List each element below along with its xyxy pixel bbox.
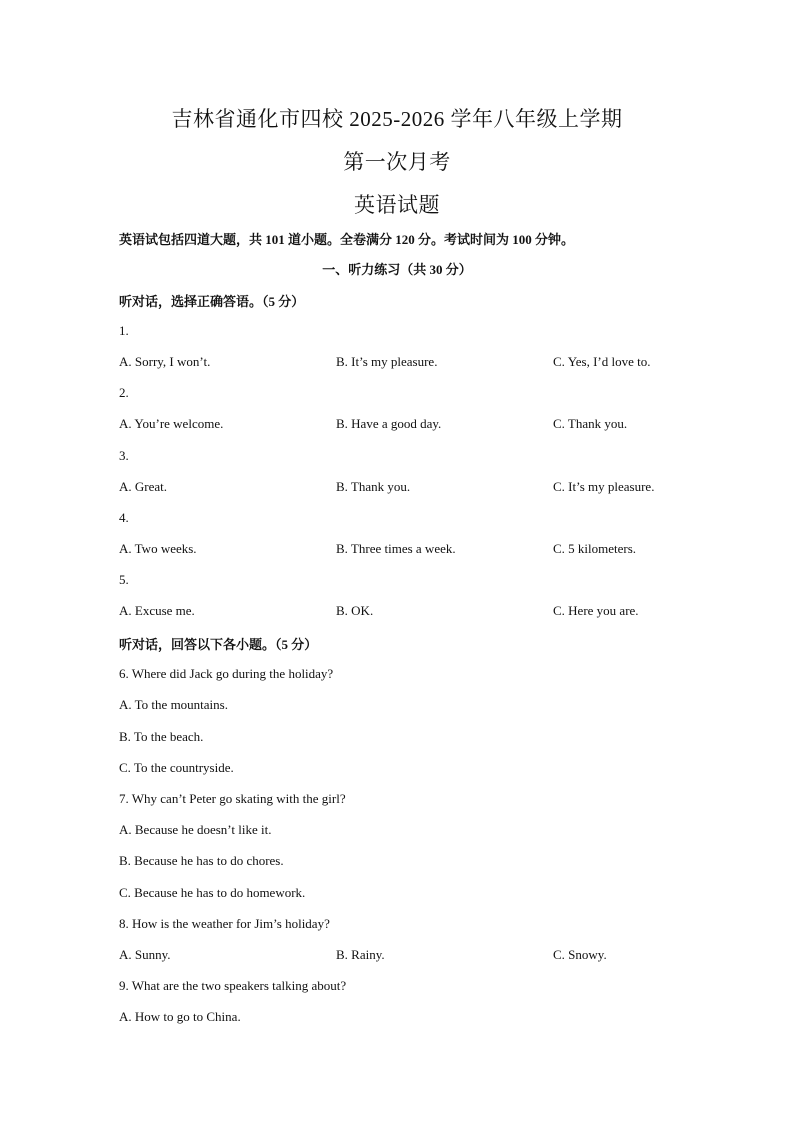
option-b: B. To the beach.	[119, 729, 204, 744]
option-b: B. Because he has to do chores.	[119, 853, 284, 868]
option-b: B. OK.	[336, 603, 374, 618]
option-a: A. Great.	[119, 479, 168, 494]
option-a: A. Two weeks.	[119, 541, 197, 556]
question-stem: 6. Where did Jack go during the holiday?	[119, 666, 334, 681]
question-number: 3.	[119, 448, 129, 463]
exam-subtitle: 第一次月考	[343, 150, 451, 174]
option-a: A. How to go to China.	[119, 1009, 241, 1024]
exam-subject: 英语试题	[354, 193, 440, 217]
options-row	[119, 479, 719, 497]
part2-instruction: 听对话，回答以下各小题。（5 分）	[119, 637, 318, 652]
option-b: B. Thank you.	[336, 479, 411, 494]
question-number: 1.	[119, 323, 129, 338]
question-stem: 8. How is the weather for Jim’s holiday?	[119, 916, 330, 931]
option-a: A. Because he doesn’t like it.	[119, 822, 272, 837]
question-number: 2.	[119, 385, 129, 400]
option-a: A. You’re welcome.	[119, 416, 224, 431]
question-number: 5.	[119, 572, 129, 587]
options-row	[119, 947, 719, 965]
question-stem: 7. Why can’t Peter go skating with the girl?	[119, 791, 346, 806]
option-a: A. Excuse me.	[119, 603, 195, 618]
exam-intro: 英语试包括四道大题，共 101 道小题。全卷满分 120 分。考试时间为 100 分钟。	[119, 232, 575, 247]
option-b: B. It’s my pleasure.	[336, 354, 438, 369]
options-row	[119, 416, 719, 434]
option-b: B. Have a good day.	[336, 416, 442, 431]
options-row	[119, 603, 719, 621]
option-c: C. Thank you.	[553, 416, 628, 431]
option-b: B. Three times a week.	[336, 541, 456, 556]
option-a: A. To the mountains.	[119, 697, 228, 712]
option-c: C. 5 kilometers.	[553, 541, 637, 556]
exam-title: 吉林省通化市四校 2025-2026 学年八年级上学期	[171, 107, 623, 131]
option-c: C. Here you are.	[553, 603, 639, 618]
option-c: C. Snowy.	[553, 947, 607, 962]
option-c: C. To the countryside.	[119, 760, 234, 775]
option-c: C. Because he has to do homework.	[119, 885, 306, 900]
option-b: B. Rainy.	[336, 947, 385, 962]
option-c: C. Yes, I’d love to.	[553, 354, 651, 369]
option-c: C. It’s my pleasure.	[553, 479, 655, 494]
options-row	[119, 541, 719, 559]
section-heading: 一、听力练习（共 30 分）	[322, 262, 472, 277]
option-a: A. Sorry, I won’t.	[119, 354, 211, 369]
options-row	[119, 354, 719, 372]
option-a: A. Sunny.	[119, 947, 171, 962]
part1-instruction: 听对话，选择正确答语。（5 分）	[119, 294, 305, 309]
question-stem: 9. What are the two speakers talking about?	[119, 978, 347, 993]
question-number: 4.	[119, 510, 129, 525]
